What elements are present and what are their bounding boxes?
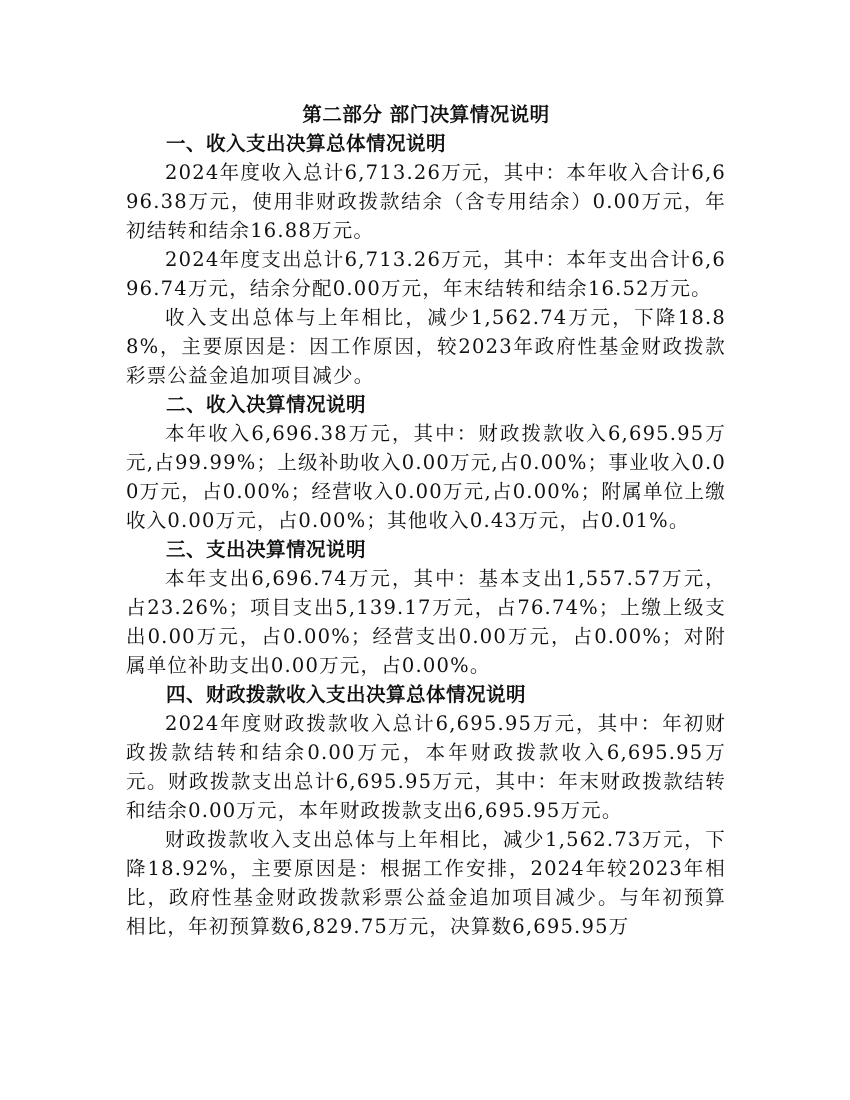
section-heading: 二、收入决算情况说明: [166, 393, 367, 416]
section-heading: 一、收入支出决算总体情况说明: [166, 132, 447, 155]
section-heading: 四、财政拨款收入支出决算总体情况说明: [166, 683, 527, 706]
paragraph: 收入支出总体与上年相比，减少1,562.74万元，下降18.88%，主要原因是：因工作原因，较2023年政府性基金财政拨款彩票公益金追加项目减少。: [126, 306, 726, 387]
paragraph: 2024年度收入总计6,713.26万元，其中：本年收入合计6,696.38万元，使用非财政拨款结余（含专用结余）0.00万元，年初结转和结余16.88万元。: [126, 161, 726, 242]
paragraph: 2024年度支出总计6,713.26万元，其中：本年支出合计6,696.74万元，结余分配0.00万元，年末结转和结余16.52万元。: [126, 248, 726, 300]
section-expenditure: [126, 535, 726, 680]
section-income: [126, 390, 726, 535]
paragraph: 本年支出6,696.74万元，其中：基本支出1,557.57万元，占23.26%；项目支出5,139.17万元，占76.74%；上缴上级支出0.00万元，占0.00%；经营支出0.00万元，占0.00%；对附属单位补助支出0.00万元，占0.00%。: [126, 567, 726, 677]
paragraph: 2024年度财政拨款收入总计6,695.95万元，其中：年初财政拨款结转和结余0.00万元，本年财政拨款收入6,695.95万元。财政拨款支出总计6,695.95万元，其中：年末财政拨款结转和结余0.00万元，本年财政拨款支出6,695.95万元。: [126, 712, 726, 822]
section-fiscal-appropriation: [126, 680, 726, 941]
paragraph: 财政拨款收入支出总体与上年相比，减少1,562.73万元，下降18.92%，主要原因是：根据工作安排，2024年较2023年相比，政府性基金财政拨款彩票公益金追加项目减少。与年初预算相比，年初预算数6,829.75万元，决算数6,695.95万: [126, 828, 726, 938]
section-heading: 三、支出决算情况说明: [166, 538, 367, 561]
document-body: [126, 100, 726, 941]
document-title: 第二部分 部门决算情况说明: [302, 103, 550, 126]
paragraph: 本年收入6,696.38万元，其中：财政拨款收入6,695.95万元,占99.99%；上级补助收入0.00万元,占0.00%；事业收入0.00万元，占0.00%；经营收入0.00万元,占0.00%；附属单位上缴收入0.00万元，占0.00%；其他收入0.43万元，占0.01%。: [126, 422, 726, 532]
section-income-expenditure-overview: [126, 129, 726, 390]
